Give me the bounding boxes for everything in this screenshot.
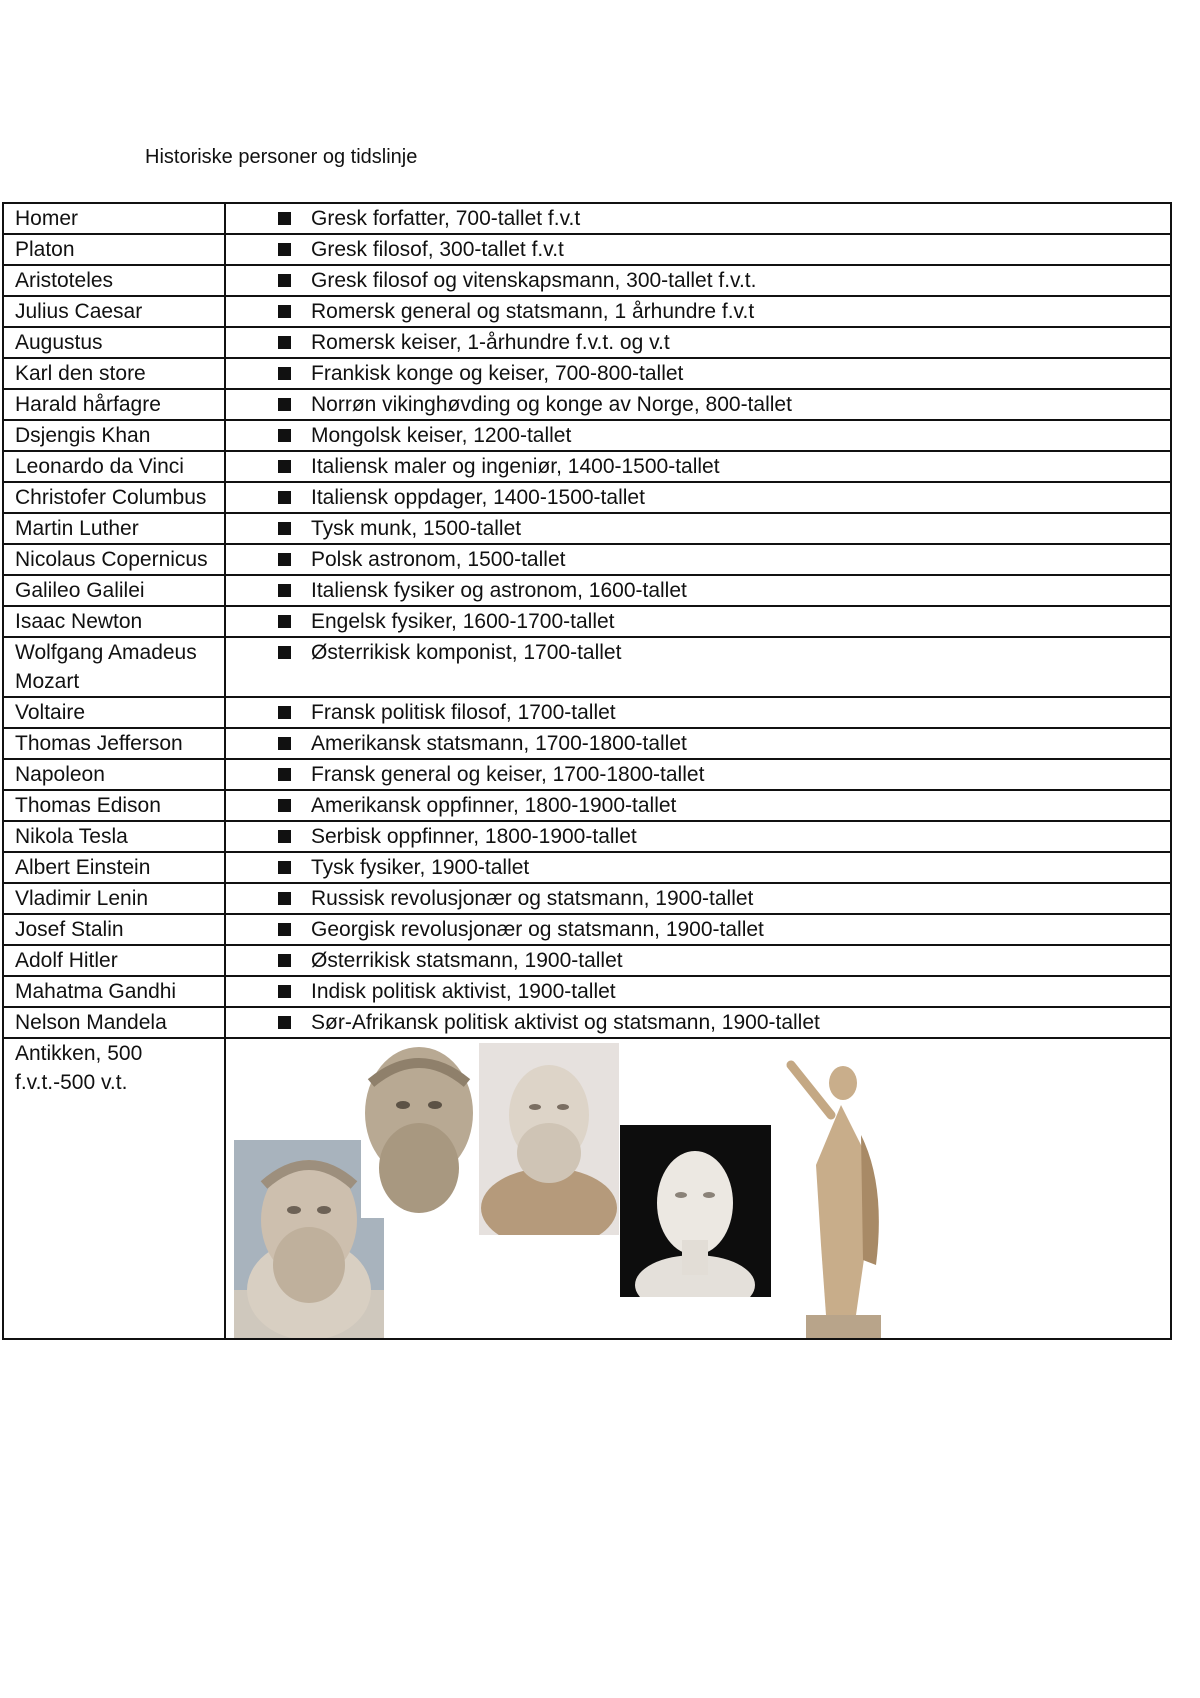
table-row (3, 234, 1171, 265)
bullet-item (226, 452, 1162, 481)
person-name: Nikola Tesla (3, 821, 225, 852)
plato-bust-image (361, 1043, 477, 1218)
person-name: Napoleon (3, 759, 225, 790)
table-row (3, 296, 1171, 327)
person-name: Mahatma Gandhi (3, 976, 225, 1007)
person-name: Leonardo da Vinci (3, 451, 225, 482)
table-row (3, 883, 1171, 914)
person-description-cell (225, 976, 1171, 1007)
person-name: Homer (3, 203, 225, 234)
square-bullet-icon (278, 737, 291, 750)
person-name: Augustus (3, 327, 225, 358)
bullet-item (226, 235, 1162, 264)
bust-illustration (361, 1043, 477, 1218)
timeline-table (2, 202, 1172, 1340)
person-name: Aristoteles (3, 265, 225, 296)
bullet-item (226, 1008, 1162, 1037)
era-row (3, 1038, 1171, 1339)
table-row (3, 451, 1171, 482)
table-row (3, 821, 1171, 852)
table-row (3, 420, 1171, 451)
person-description: Indisk politisk aktivist, 1900-tallet (311, 980, 616, 1003)
bullet-item (226, 638, 1162, 667)
person-description: Sør-Afrikansk politisk aktivist og statsmann, 1900-tallet (311, 1011, 820, 1034)
square-bullet-icon (278, 491, 291, 504)
square-bullet-icon (278, 799, 291, 812)
person-description: Tysk fysiker, 1900-tallet (311, 856, 530, 879)
bullet-item (226, 576, 1162, 605)
person-description-cell (225, 544, 1171, 575)
person-description-cell (225, 945, 1171, 976)
person-description-cell (225, 513, 1171, 544)
square-bullet-icon (278, 243, 291, 256)
person-description: Norrøn vikinghøvding og konge av Norge, 800-tallet (311, 393, 792, 416)
person-description: Gresk filosof og vitenskapsmann, 300-tallet f.v.t. (311, 269, 757, 292)
person-description: Fransk general og keiser, 1700-1800-tallet (311, 763, 705, 786)
aristotle-bust-image (479, 1043, 619, 1235)
person-description-cell (225, 420, 1171, 451)
era-collage-cell (225, 1038, 1171, 1339)
person-description-cell (225, 883, 1171, 914)
square-bullet-icon (278, 985, 291, 998)
portrait-collage (218, 1039, 1154, 1338)
person-name: Platon (3, 234, 225, 265)
person-name: Voltaire (3, 697, 225, 728)
table-row (3, 203, 1171, 234)
person-description-cell (225, 358, 1171, 389)
square-bullet-icon (278, 212, 291, 225)
square-bullet-icon (278, 429, 291, 442)
square-bullet-icon (278, 646, 291, 659)
table-row (3, 790, 1171, 821)
bullet-item (226, 514, 1162, 543)
bullet-item (226, 760, 1162, 789)
square-bullet-icon (278, 460, 291, 473)
person-description: Mongolsk keiser, 1200-tallet (311, 424, 572, 447)
person-description: Romersk keiser, 1-århundre f.v.t. og v.t (311, 331, 670, 354)
person-description: Gresk filosof, 300-tallet f.v.t (311, 238, 564, 261)
square-bullet-icon (278, 892, 291, 905)
table-row (3, 728, 1171, 759)
person-description-cell (225, 1007, 1171, 1038)
table-row (3, 482, 1171, 513)
person-name: Wolfgang Amadeus Mozart (3, 637, 225, 697)
square-bullet-icon (278, 706, 291, 719)
square-bullet-icon (278, 398, 291, 411)
person-description-cell (225, 637, 1171, 697)
bullet-item (226, 915, 1162, 944)
person-description-cell (225, 759, 1171, 790)
person-description: Romersk general og statsmann, 1 århundre f.v.t (311, 300, 755, 323)
bullet-item (226, 946, 1162, 975)
person-description: Østerrikisk komponist, 1700-tallet (311, 641, 622, 664)
person-name: Vladimir Lenin (3, 883, 225, 914)
person-name: Albert Einstein (3, 852, 225, 883)
bust-illustration (479, 1043, 619, 1235)
table-row (3, 914, 1171, 945)
person-name: Harald hårfagre (3, 389, 225, 420)
person-description-cell (225, 697, 1171, 728)
square-bullet-icon (278, 553, 291, 566)
table-row (3, 759, 1171, 790)
square-bullet-icon (278, 274, 291, 287)
person-name: Adolf Hitler (3, 945, 225, 976)
statue-illustration (771, 1045, 901, 1338)
table-row (3, 389, 1171, 420)
square-bullet-icon (278, 522, 291, 535)
table-row (3, 606, 1171, 637)
person-name: Julius Caesar (3, 296, 225, 327)
era-label: Antikken, 500 f.v.t.-500 v.t. (3, 1038, 225, 1339)
square-bullet-icon (278, 367, 291, 380)
person-description-cell (225, 852, 1171, 883)
table-row (3, 945, 1171, 976)
bullet-item (226, 390, 1162, 419)
caesar-bust-image (620, 1125, 771, 1297)
table-row (3, 575, 1171, 606)
square-bullet-icon (278, 584, 291, 597)
table-row (3, 637, 1171, 697)
augustus-statue-image (771, 1045, 901, 1338)
person-description: Tysk munk, 1500-tallet (311, 517, 522, 540)
timeline-body (3, 203, 1171, 1038)
page-title: Historiske personer og tidslinje (145, 146, 418, 168)
bullet-item (226, 359, 1162, 388)
person-description: Amerikansk oppfinner, 1800-1900-tallet (311, 794, 677, 817)
bust-illustration (620, 1125, 771, 1297)
person-description-cell (225, 389, 1171, 420)
square-bullet-icon (278, 861, 291, 874)
table-row (3, 697, 1171, 728)
person-description: Serbisk oppfinner, 1800-1900-tallet (311, 825, 637, 848)
person-description-cell (225, 296, 1171, 327)
person-description-cell (225, 790, 1171, 821)
bullet-item (226, 483, 1162, 512)
person-description: Russisk revolusjonær og statsmann, 1900-tallet (311, 887, 754, 910)
person-name: Nelson Mandela (3, 1007, 225, 1038)
person-name: Thomas Edison (3, 790, 225, 821)
bullet-item (226, 884, 1162, 913)
person-description-cell (225, 234, 1171, 265)
table-row (3, 265, 1171, 296)
person-name: Isaac Newton (3, 606, 225, 637)
square-bullet-icon (278, 305, 291, 318)
person-description: Georgisk revolusjonær og statsmann, 1900-tallet (311, 918, 764, 941)
bullet-item (226, 698, 1162, 727)
person-name: Thomas Jefferson (3, 728, 225, 759)
bullet-item (226, 545, 1162, 574)
person-description: Gresk forfatter, 700-tallet f.v.t (311, 207, 581, 230)
person-name: Dsjengis Khan (3, 420, 225, 451)
bullet-item (226, 266, 1162, 295)
bullet-item (226, 204, 1162, 233)
person-description-cell (225, 914, 1171, 945)
table-row (3, 852, 1171, 883)
table-row (3, 358, 1171, 389)
table-row (3, 1007, 1171, 1038)
table-row (3, 544, 1171, 575)
square-bullet-icon (278, 954, 291, 967)
person-description: Polsk astronom, 1500-tallet (311, 548, 566, 571)
person-description-cell (225, 728, 1171, 759)
person-name: Karl den store (3, 358, 225, 389)
bullet-item (226, 791, 1162, 820)
bullet-item (226, 977, 1162, 1006)
person-description: Italiensk oppdager, 1400-1500-tallet (311, 486, 645, 509)
person-name: Nicolaus Copernicus (3, 544, 225, 575)
bullet-item (226, 297, 1162, 326)
person-description: Italiensk maler og ingeniør, 1400-1500-tallet (311, 455, 720, 478)
person-description: Italiensk fysiker og astronom, 1600-tallet (311, 579, 687, 602)
bullet-item (226, 328, 1162, 357)
table-row (3, 513, 1171, 544)
person-description-cell (225, 575, 1171, 606)
bullet-item (226, 421, 1162, 450)
square-bullet-icon (278, 923, 291, 936)
person-description-cell (225, 203, 1171, 234)
person-description-cell (225, 327, 1171, 358)
bullet-item (226, 729, 1162, 758)
table-row (3, 327, 1171, 358)
person-description: Fransk politisk filosof, 1700-tallet (311, 701, 616, 724)
square-bullet-icon (278, 830, 291, 843)
person-description: Frankisk konge og keiser, 700-800-tallet (311, 362, 684, 385)
square-bullet-icon (278, 768, 291, 781)
person-description: Østerrikisk statsmann, 1900-tallet (311, 949, 623, 972)
person-description-cell (225, 606, 1171, 637)
person-description: Amerikansk statsmann, 1700-1800-tallet (311, 732, 687, 755)
person-name: Christofer Columbus (3, 482, 225, 513)
bullet-item (226, 822, 1162, 851)
person-name: Josef Stalin (3, 914, 225, 945)
table-row (3, 976, 1171, 1007)
square-bullet-icon (278, 615, 291, 628)
person-name: Galileo Galilei (3, 575, 225, 606)
person-name: Martin Luther (3, 513, 225, 544)
bullet-item (226, 607, 1162, 636)
square-bullet-icon (278, 336, 291, 349)
bullet-item (226, 853, 1162, 882)
person-description-cell (225, 821, 1171, 852)
person-description: Engelsk fysiker, 1600-1700-tallet (311, 610, 615, 633)
person-description-cell (225, 482, 1171, 513)
square-bullet-icon (278, 1016, 291, 1029)
person-description-cell (225, 265, 1171, 296)
person-description-cell (225, 451, 1171, 482)
